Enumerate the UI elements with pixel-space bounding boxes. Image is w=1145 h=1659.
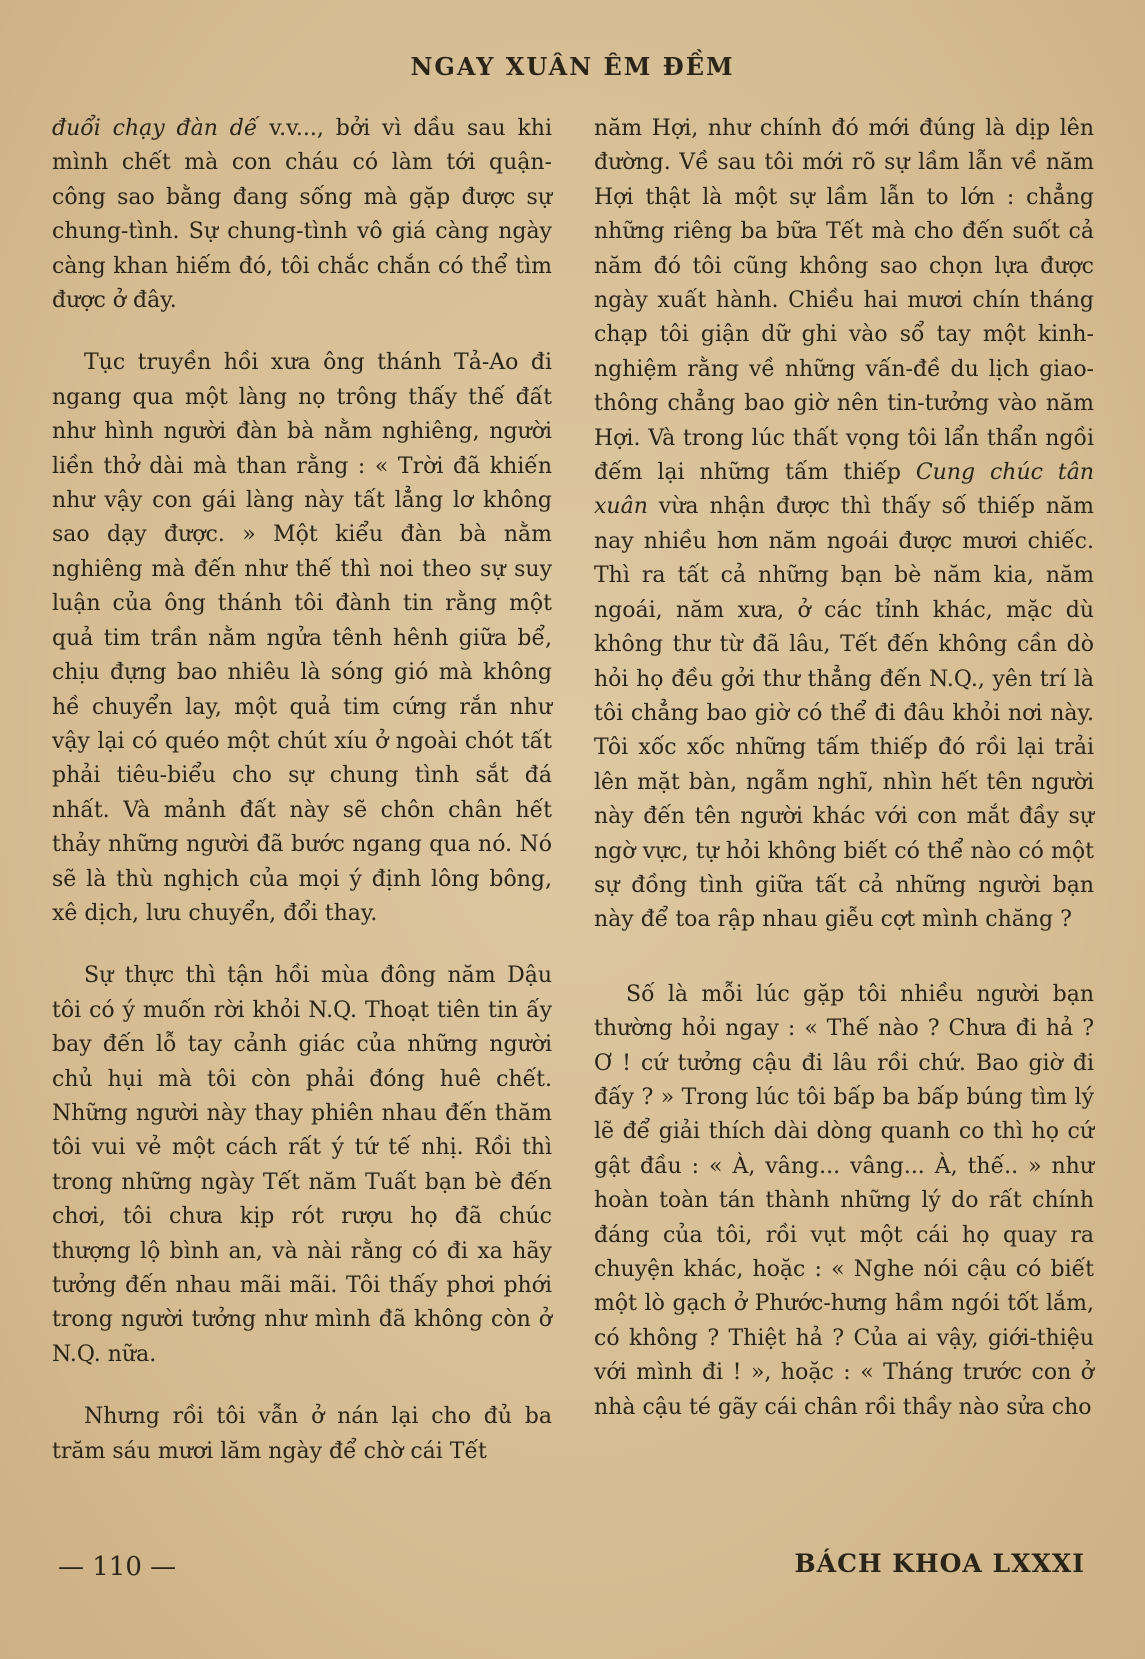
paragraph xyxy=(594,112,1094,938)
italic-lead: đuổi chạy đàn dế xyxy=(52,116,258,141)
paragraph: Sự thực thì tận hồi mùa đông năm Dậu tôi có ý muốn rời khỏi N.Q. Thoạt tiên tin ấy bay đến lỗ tay cảnh giác của những người chủ hụi mà tôi còn phải đóng huê chết. Những người này thay phiên nhau đến thăm tôi vui vẻ một cách rất ý tứ tế nhị. Rồi thì trong những ngày Tết năm Tuất bạn bè đến chơi, tôi chưa kịp rót rượu họ đã chúc thượng lộ bình an, và nài rằng có đi xa hãy tưởng đến nhau mãi mãi. Tôi thấy phơi phới trong người tưởng như mình đã không còn ở N.Q. nữa. xyxy=(52,963,552,1367)
paragraph: Nhưng rồi tôi vẫn ở nán lại cho đủ ba trăm sáu mươi lăm ngày để chờ cái Tết xyxy=(52,1404,552,1464)
paragraph: Tục truyền hồi xưa ông thánh Tả-Ao đi ngang qua một làng nọ trông thấy thế đất như hình người đàn bà nằm nghiêng, người liền thở dài mà than rằng : « Trời đã khiến như vậy con gái làng này tất lẳng lơ không sao dạy được. » Một kiểu đàn bà nằm nghiêng mà đến như thế thì noi theo sự suy luận của ông thánh tôi đành tin rằng một quả tim trần nằm ngửa tênh hênh giữa bể, chịu đựng bao nhiêu là sóng gió mà không hề chuyển lay, một quả tim cứng rắn như vậy lại có quéo một chút xíu ở ngoài chót tất phải tiêu-biểu cho sự chung tình sắt đá nhất. Và mảnh đất này sẽ chôn chân hết thảy những người đã bước ngang qua nó. Nó sẽ là thù nghịch của mọi ý định lông bông, xê dịch, lưu chuyển, đổi thay. xyxy=(52,350,552,926)
left-column xyxy=(52,112,552,1469)
paragraph-text: v.v..., bởi vì dầu sau khi mình chết mà con cháu có làm tới quận-công sao bằng đang sống mà gặp được sự chung-tình. Sự chung-tình vô giá càng ngày càng khan hiếm đó, tôi chắc chắn có thể tìm được ở đây. xyxy=(52,116,552,314)
paragraph xyxy=(52,112,552,318)
right-column xyxy=(594,112,1094,1425)
paragraph: Số là mỗi lúc gặp tôi nhiều người bạn thường hỏi ngay : « Thế nào ? Chưa đi hả ? Ơ ! cứ tưởng cậu đi lâu rồi chứ. Bao giờ đi đấy ? » Trong lúc tôi bấp ba bấp búng tìm lý lẽ để giải thích dài dòng quanh co thì họ cứ gật đầu : « À, vâng... vâng... À, thế.. » như hoàn toàn tán thành những lý do rất chính đáng của tôi, rồi vụt một cái họ quay ra chuyện khác, hoặc : « Nghe nói cậu có biết một lò gạch ở Phước-hưng hầm ngói tốt lắm, có không ? Thiệt hả ? Của ai vậy, giới-thiệu với mình đi ! », hoặc : « Tháng trước con ở nhà cậu té gãy cái chân rồi thầy nào sửa cho xyxy=(594,981,1094,1420)
running-header: NGAY XUÂN ÊM ĐỀM xyxy=(410,52,735,81)
italic-title: Cung chúc tân xuân xyxy=(594,460,1094,520)
paragraph-text: năm Hợi, như chính đó mới đúng là dịp lên đường. Về sau tôi mới rõ sự lầm lẫn về năm Hợi thật là một sự lầm lẫn to lớn : chẳng những riêng ba bữa Tết mà cho đến suốt cả năm đó tôi cũng không sao chọn lựa được ngày xuất hành. Chiều hai mươi chín tháng chạp tôi giận dữ ghi vào sổ tay một kinh-nghiệm rằng về những vấn-đề du lịch giao-thông chẳng bao giờ nên tin-tưởng vào năm Hợi. Và trong lúc thất vọng tôi lẩn thẩn ngồi đếm lại những tấm thiếp xyxy=(594,116,1094,486)
page-number: — 110 — xyxy=(58,1552,177,1582)
publication-name: BÁCH KHOA LXXXI xyxy=(794,1549,1085,1578)
paragraph-text: vừa nhận được thì thấy số thiếp năm nay nhiều hơn năm ngoái được mươi chiếc. Thì ra tất cả những bạn bè năm kia, năm ngoái, năm xưa, ở các tỉnh khác, mặc dù không thư từ đã lâu, Tết đến không cần dò hỏi họ đều gởi thư thẳng đến N.Q., yên trí là tôi chẳng bao giờ có thể đi đâu khỏi nơi này. Tôi xốc xốc những tấm thiếp đó rồi lại trải lên mặt bàn, ngẫm nghĩ, nhìn hết tên người này đến tên người khác với con mắt đầy sự ngờ vực, tự hỏi không biết có thể nào có một sự đồng tình giữa tất cả những người bạn này để toa rập nhau giễu cợt mình chăng ? xyxy=(594,494,1094,933)
